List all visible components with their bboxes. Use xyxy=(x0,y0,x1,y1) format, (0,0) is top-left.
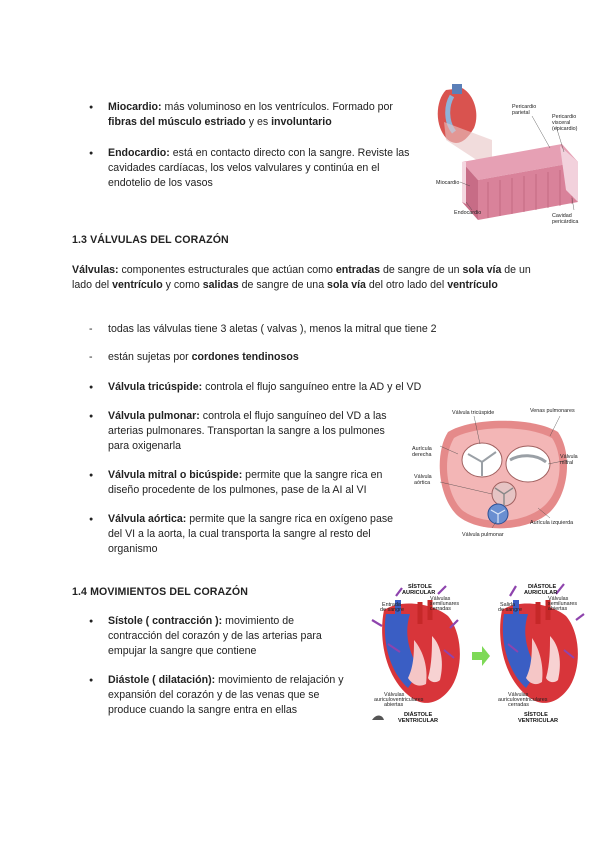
label-auricula-izquierda: Aurícula izquierda xyxy=(530,520,574,526)
sistole-item: ● Sístole ( contracción ): movimiento de contracción del corazón y de las arterias para empujar la sangre que contiene xyxy=(108,614,340,659)
label-auricula-derecha: Aurícula derecha xyxy=(412,446,432,458)
label-av-cerradas: Válvulas auriculoventriculares cerradas xyxy=(498,692,548,708)
label-endocardio: Endocardio xyxy=(454,210,482,216)
transition-arrow-icon xyxy=(472,646,490,666)
label-valvula-aortica: Válvula aórtica xyxy=(414,474,432,486)
tricuspide-item: ● Válvula tricúspide: controla el flujo sanguíneo entre la AD y el VD xyxy=(108,380,528,395)
pulmonar-item: ● Válvula pulmonar: controla el flujo sanguíneo del VD a las arterias pulmonares. Transportan la sangre a los pulmones para oxigenarla xyxy=(108,409,404,454)
label-miocardio: Miocardio xyxy=(436,180,460,186)
label-diastole-ventricular: DIÁSTOLE VENTRICULAR xyxy=(398,712,439,724)
valvulas-intro: Válvulas: componentes estructurales que actúan como entradas de sangre de un sola vía de un lado del ventrículo y como salidas de sangre de una sola vía del otro lado del ventrículo xyxy=(72,264,531,291)
heart-wall-figure xyxy=(432,82,592,230)
heart-cycle-figure xyxy=(368,580,592,726)
label-cavidad-pericardica: Cavidad pericárdica xyxy=(552,213,579,225)
diastole-item: ● Diástole ( dilatación): movimiento de relajación y expansión del corazón y de las venas que se produce cuando la sangre entra en ellas xyxy=(108,673,348,718)
label-pericardio-parietal: Pericardio parietal xyxy=(512,104,537,116)
dash-item-cordones: - están sujetas por cordones tendinosos xyxy=(108,350,528,365)
publisher-logo-icon xyxy=(372,716,384,721)
miocardio-item: ● Miocardio: más voluminoso en los ventrículos. Formado por fibras del músculo estriado y es involuntario xyxy=(108,100,418,130)
label-salida-sangre: Salida de sangre xyxy=(498,602,522,613)
aortica-item: ● Válvula aórtica: permite que la sangre rica en oxígeno pase del VI a la aorta, la cual transporta la sangre al resto del organismo xyxy=(108,512,404,557)
label-sistole-auricular: SÍSTOLE AURICULAR xyxy=(402,584,436,596)
heading-valvulas: 1.3 VÁLVULAS DEL CORAZÓN xyxy=(72,234,229,246)
endocardio-item: ● Endocardio: está en contacto directo con la sangre. Reviste las cavidades cardíacas, los velos valvulares y continúa en el endotelio de los vasos xyxy=(108,146,420,191)
label-semilunares-abiertas: Válvulas semilunares abiertas xyxy=(548,596,578,612)
label-semilunares-cerradas: Válvulas semilunares cerradas xyxy=(430,596,460,612)
label-pericardio-visceral: Pericardio visceral (epicardio) xyxy=(552,114,578,132)
label-venas-pulmonares: Venas pulmonares xyxy=(530,408,575,414)
label-valvula-pulmonar: Válvula pulmonar xyxy=(462,532,504,538)
valves-figure xyxy=(410,402,590,542)
label-av-abiertas: Válvulas auriculoventriculares abiertas xyxy=(374,692,424,708)
label-valvula-tricuspide: Válvula tricúspide xyxy=(452,410,495,416)
label-sistole-ventricular: SÍSTOLE VENTRICULAR xyxy=(518,712,559,724)
label-diastole-auricular: DIÁSTOLE AURICULAR xyxy=(524,584,558,596)
mitral-item: ● Válvula mitral o bicúspide: permite que la sangre rica en diseño procedente de los pulmones, pase de la AI al VI xyxy=(108,468,404,498)
label-entrada-sangre: Entrada de sangre xyxy=(380,602,404,613)
label-valvula-mitral: Válvula mitral xyxy=(560,454,578,466)
dash-item-aletas: - todas las válvulas tiene 3 aletas ( valvas ), menos la mitral que tiene 2 xyxy=(108,322,528,337)
heading-movimientos: 1.4 MOVIMIENTOS DEL CORAZÓN xyxy=(72,586,248,598)
